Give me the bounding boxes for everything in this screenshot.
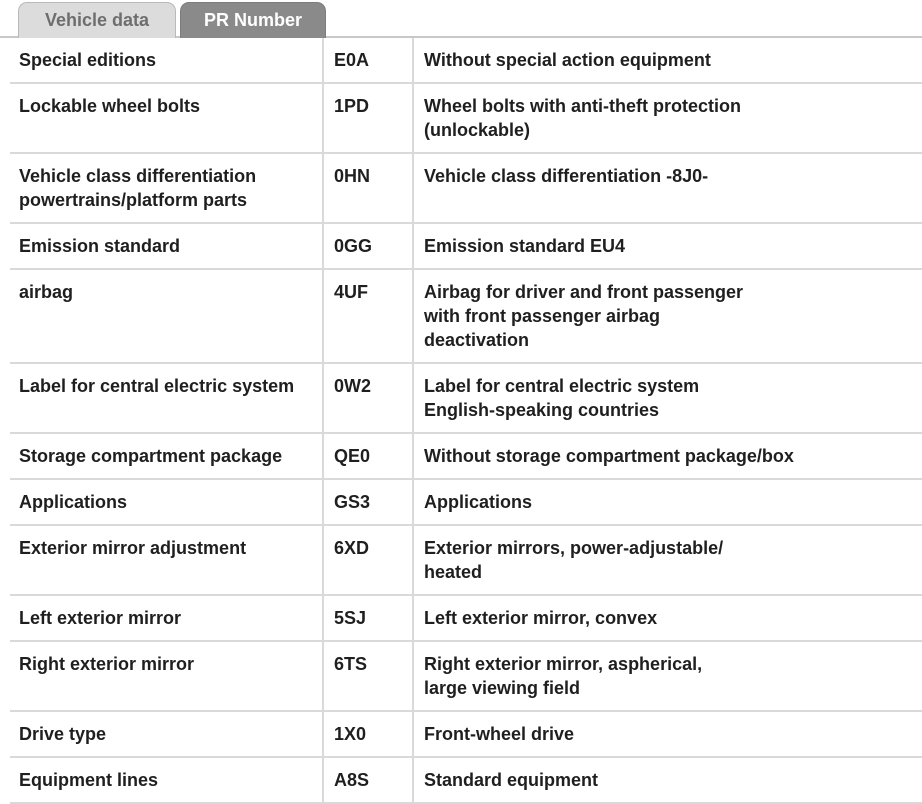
- pr-code-cell: GS3: [323, 479, 413, 525]
- description-cell: Applications: [413, 479, 922, 525]
- description-cell: Without special action equipment: [413, 38, 922, 83]
- description-cell: Right exterior mirror, aspherical, large viewing field: [413, 641, 922, 711]
- equipment-category-cell: Exterior mirror adjustment: [10, 525, 323, 595]
- equipment-category-cell: Lockable wheel bolts: [10, 83, 323, 153]
- equipment-category-cell: Label for central electric system: [10, 363, 323, 433]
- description-cell: Vehicle class differentiation -8J0-: [413, 153, 922, 223]
- pr-number-table: [10, 38, 922, 804]
- pr-code-cell: 0W2: [323, 363, 413, 433]
- tab-bar: [0, 0, 922, 38]
- pr-code-cell: 0HN: [323, 153, 413, 223]
- equipment-category-cell: Emission standard: [10, 223, 323, 269]
- equipment-category-cell: airbag: [10, 269, 323, 363]
- table-row: [10, 83, 922, 153]
- table-row: [10, 711, 922, 757]
- table-row: [10, 595, 922, 641]
- table-row: [10, 38, 922, 83]
- description-cell: Left exterior mirror, convex: [413, 595, 922, 641]
- description-cell: Front-wheel drive: [413, 711, 922, 757]
- description-cell: Label for central electric system English-speaking countries: [413, 363, 922, 433]
- equipment-category-cell: Drive type: [10, 711, 323, 757]
- description-cell: Emission standard EU4: [413, 223, 922, 269]
- equipment-category-cell: Special editions: [10, 38, 323, 83]
- equipment-category-cell: Storage compartment package: [10, 433, 323, 479]
- table-row: [10, 525, 922, 595]
- equipment-category-cell: Left exterior mirror: [10, 595, 323, 641]
- table-row: [10, 757, 922, 803]
- tab-pr-number[interactable]: PR Number: [180, 2, 326, 38]
- equipment-category-cell: Equipment lines: [10, 757, 323, 803]
- pr-code-cell: 4UF: [323, 269, 413, 363]
- pr-code-cell: E0A: [323, 38, 413, 83]
- pr-code-cell: 6XD: [323, 525, 413, 595]
- description-cell: Exterior mirrors, power-adjustable/ heated: [413, 525, 922, 595]
- pr-code-cell: QE0: [323, 433, 413, 479]
- pr-code-cell: 1PD: [323, 83, 413, 153]
- table-row: [10, 223, 922, 269]
- table-row: [10, 479, 922, 525]
- table-row: [10, 269, 922, 363]
- table-row: [10, 641, 922, 711]
- equipment-category-cell: Applications: [10, 479, 323, 525]
- pr-code-cell: 5SJ: [323, 595, 413, 641]
- pr-code-cell: 0GG: [323, 223, 413, 269]
- pr-code-cell: A8S: [323, 757, 413, 803]
- tab-vehicle-data[interactable]: Vehicle data: [18, 2, 176, 38]
- description-cell: Standard equipment: [413, 757, 922, 803]
- equipment-category-cell: Vehicle class differentiation powertrains/platform parts: [10, 153, 323, 223]
- table-row: [10, 363, 922, 433]
- table-row: [10, 433, 922, 479]
- description-cell: Without storage compartment package/box: [413, 433, 922, 479]
- pr-code-cell: 6TS: [323, 641, 413, 711]
- description-cell: Wheel bolts with anti-theft protection (unlockable): [413, 83, 922, 153]
- description-cell: Airbag for driver and front passenger with front passenger airbag deactivation: [413, 269, 922, 363]
- table-row: [10, 153, 922, 223]
- equipment-category-cell: Right exterior mirror: [10, 641, 323, 711]
- pr-code-cell: 1X0: [323, 711, 413, 757]
